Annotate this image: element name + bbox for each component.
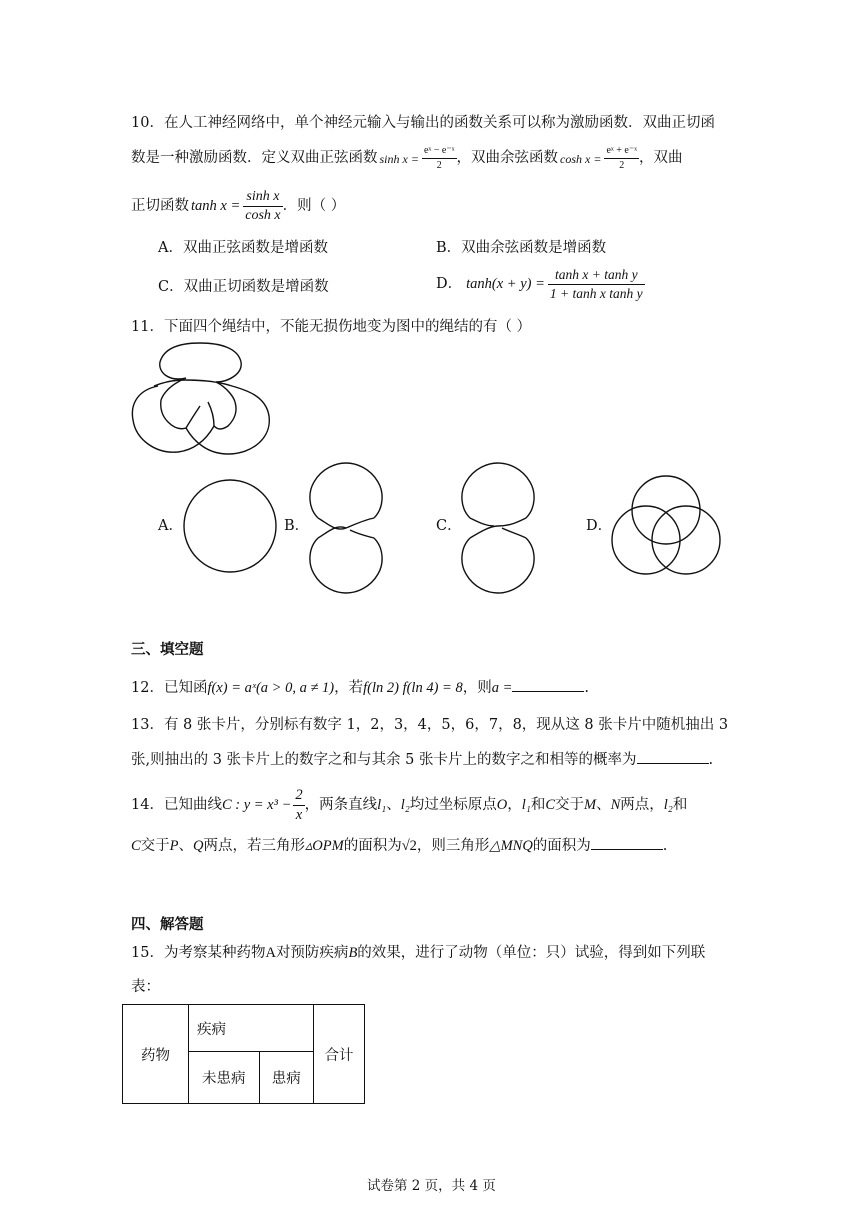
- q13-line1: 13．有 8 张卡片，分别标有数字 1，2，3，4，5，6，7，8，现从这 8 张卡片中随机抽出 3: [131, 717, 729, 733]
- cosh-label: cosh x =: [560, 151, 602, 166]
- q14-line2-c-text: 的面积为: [343, 838, 402, 854]
- q12-function: f(x) = aˣ(a > 0, a ≠ 1): [207, 680, 335, 696]
- q15-line2: 表：: [131, 979, 160, 995]
- sinh-denominator: 2: [436, 160, 442, 171]
- q14-q: Q: [193, 838, 204, 854]
- q12-answer-blank[interactable]: [512, 679, 584, 692]
- q12-answer-var: a =: [491, 680, 513, 696]
- q10-option-c: C．双曲正切函数是增函数: [158, 279, 329, 295]
- q10-option-d-label: D．: [436, 275, 463, 292]
- cosh-fraction: [604, 146, 639, 171]
- q14-line1: [131, 788, 687, 822]
- table-header-disease: 疾病: [189, 1005, 314, 1052]
- q14-mid3: ，: [507, 796, 522, 813]
- q14-line2-d: ，则三角形: [416, 838, 490, 854]
- q14-dash2: 、: [178, 838, 194, 854]
- q13-line2-text: 张,则抽出的 3 张卡片上的数字之和与其余 5 张卡片上的数字之和相等的概率为: [131, 752, 637, 768]
- q14-n: N: [610, 796, 621, 813]
- q14-line2-a: 交于: [140, 838, 170, 854]
- section-3-heading: 三、填空题: [131, 641, 204, 658]
- option-d-denominator: 1 + tanh x tanh y: [549, 285, 643, 301]
- trefoil-knot-figure: [128, 342, 273, 460]
- table-header-not-sick: 未患病: [189, 1052, 260, 1104]
- q11-label-c: C．: [436, 518, 462, 534]
- q14-line2: [131, 837, 667, 854]
- option-d-fraction: [548, 268, 645, 300]
- q15-a: A: [265, 945, 276, 961]
- q13-answer-blank[interactable]: [637, 751, 709, 764]
- option-d-numerator: tanh x + tanh y: [548, 268, 645, 285]
- q14-line2-b: 两点，若三角形: [203, 838, 306, 854]
- q10-line2-text: 数是一种激励函数．定义双曲正弦函数: [131, 150, 378, 167]
- sinh-fraction: [422, 146, 457, 171]
- q14-curve-numerator: 2: [293, 788, 304, 806]
- q14-answer-blank[interactable]: [591, 837, 663, 850]
- q14-pre: 14．已知曲线: [131, 796, 222, 813]
- table-header-drug: 药物: [123, 1005, 189, 1104]
- q15-b: B: [348, 945, 358, 961]
- q14-curve-lhs: C : y = x³ −: [221, 796, 292, 813]
- option-c-knot-figure: [458, 462, 538, 594]
- cosh-denominator: 2: [619, 160, 625, 171]
- q14-line2-e: 的面积为: [532, 838, 591, 854]
- q14-mid2: 均过坐标原点: [409, 796, 497, 813]
- q14-origin: O: [496, 796, 508, 813]
- q14-l2b: l₂: [663, 796, 673, 813]
- sinh-numerator: eˣ − e⁻ˣ: [422, 146, 457, 159]
- q11-label-b: B．: [284, 518, 310, 534]
- q11-label-a: A．: [158, 518, 183, 534]
- option-d-lhs: tanh(x + y) =: [466, 275, 545, 292]
- q10-line2-post: ，双曲: [639, 150, 683, 167]
- q14-end: .: [662, 838, 668, 854]
- q14-l2: l₂: [400, 796, 410, 813]
- q14-mid5: 交于: [555, 796, 585, 813]
- table-header-sick: 患病: [259, 1052, 314, 1104]
- tanh-fraction: [243, 190, 282, 223]
- q10-line2-mid: ，双曲余弦函数: [456, 150, 559, 167]
- contingency-table: [122, 1004, 365, 1104]
- q14-curve-denominator: x: [295, 806, 303, 823]
- q14-sep: 、: [386, 796, 401, 813]
- q15-pre: 15．为考察某种药物: [131, 945, 266, 961]
- cosh-numerator: eˣ + e⁻ˣ: [604, 146, 639, 159]
- q10-option-b: B．双曲余弦函数是增函数: [436, 240, 607, 256]
- option-b-knot-figure: [306, 462, 386, 594]
- q14-mid4: 和: [530, 796, 546, 813]
- option-a-unknot-figure: [182, 478, 278, 574]
- q14-c1: C: [545, 796, 556, 813]
- q14-triangle-mnq: △MNQ: [489, 838, 533, 854]
- tanh-numerator: sinh x: [243, 190, 282, 207]
- q10-option-a: A．双曲正弦函数是增函数: [158, 240, 328, 256]
- q14-mid6: 两点，: [620, 796, 664, 813]
- q14-curve-fraction: [293, 788, 304, 822]
- q15-mid: 对预防疾病: [275, 945, 349, 961]
- tanh-denominator: cosh x: [245, 208, 281, 223]
- sinh-label: sinh x =: [379, 151, 419, 166]
- q13-line2: [131, 751, 713, 768]
- q15-post: 的效果，进行了动物（单位：只）试验，得到如下列联: [357, 945, 706, 961]
- page-footer: 试卷第 2 页，共 4 页: [367, 1178, 496, 1194]
- q14-l1b: l₁: [521, 796, 531, 813]
- q10-line3-text: 正切函数: [131, 198, 189, 215]
- q14-mid7: 和: [672, 796, 688, 813]
- q12-post: ，则: [462, 680, 492, 696]
- q14-m: M: [584, 796, 597, 813]
- q14-p: P: [169, 838, 179, 854]
- q11-text: 11．下面四个绳结中，不能无损伤地变为图中的绳结的有（ ）: [131, 319, 532, 335]
- q14-l1: l₁: [377, 796, 387, 813]
- q14-triangle-opm: ▵OPM: [305, 838, 344, 854]
- q15-line1: [131, 946, 705, 961]
- q10-line3: [131, 190, 345, 223]
- q14-dash1: 、: [596, 796, 611, 813]
- q11-label-d: D．: [586, 518, 613, 534]
- q14-sqrt: √2: [401, 838, 417, 854]
- q12-mid: ，若: [334, 680, 364, 696]
- section-4-heading: 四、解答题: [131, 916, 204, 933]
- option-d-borromean-figure: [610, 474, 722, 578]
- q10-line1: 10．在人工神经网络中，单个神经元输入与输出的函数关系可以称为激励函数．双曲正切函: [131, 115, 715, 131]
- tanh-label: tanh x =: [191, 198, 241, 215]
- q12-condition: f(ln 2) f(ln 4) = 8: [363, 680, 463, 696]
- table-header-total: 合计: [314, 1005, 365, 1104]
- q12-pre: 12．已知函: [131, 680, 208, 696]
- q10-line3-post: ．则（ ）: [282, 198, 346, 215]
- q10-line2: [131, 146, 683, 171]
- q12-end: .: [584, 680, 589, 696]
- q14-mid1: ，两条直线: [304, 796, 378, 813]
- q14-line2-c: C: [131, 838, 141, 854]
- q12-line: [131, 679, 589, 696]
- q10-option-d: [436, 268, 645, 300]
- q13-end: .: [708, 752, 714, 768]
